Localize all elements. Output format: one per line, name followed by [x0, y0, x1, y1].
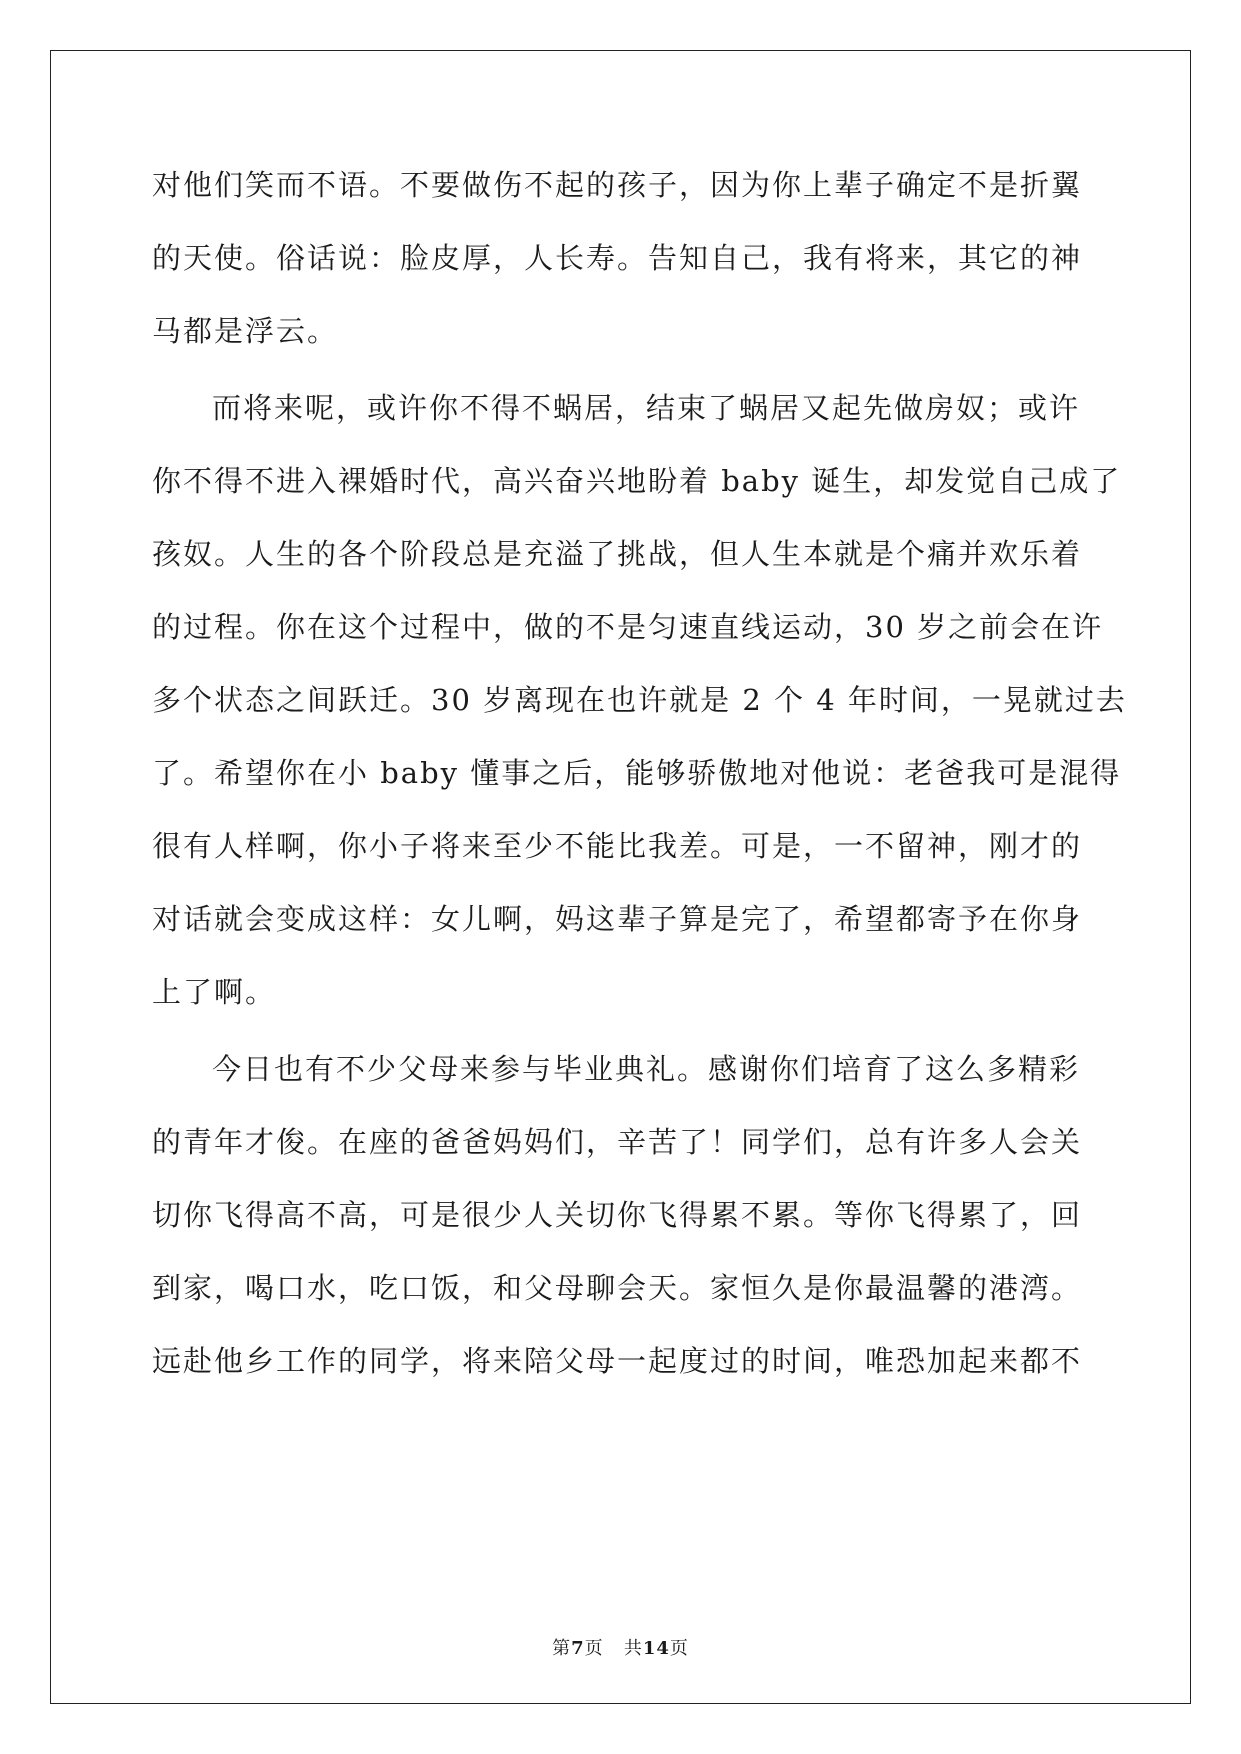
- text-line: 马都是浮云。: [152, 314, 339, 348]
- text-line: 切你飞得高不高，可是很少人关切你飞得累不累。等你飞得累了，回: [152, 1198, 1083, 1232]
- text-line: 到家，喝口水，吃口饭，和父母聊会天。家恒久是你最温馨的港湾。: [152, 1271, 1083, 1305]
- text-line: 的过程。你在这个过程中，做的不是匀速直线运动，30 岁之前会在许: [152, 610, 1104, 644]
- paragraph-start-line: 今日也有不少父母来参与毕业典礼。感谢你们培育了这么多精彩: [212, 1052, 1081, 1086]
- text-line: 你不得不进入裸婚时代，高兴奋兴地盼着 baby 诞生，却发觉自己成了: [152, 464, 1122, 498]
- footer-total-prefix: 共: [623, 1638, 643, 1659]
- footer-total-suffix: 页: [669, 1638, 689, 1659]
- page-border: [50, 50, 1191, 1704]
- footer-page-suffix: 页: [584, 1638, 604, 1659]
- text-line: 的天使。俗话说：脸皮厚，人长寿。告知自己，我有将来，其它的神: [152, 241, 1083, 275]
- page-footer: [0, 1634, 1241, 1660]
- text-line: 对他们笑而不语。不要做伤不起的孩子，因为你上辈子确定不是折翼: [152, 168, 1083, 202]
- text-line: 对话就会变成这样：女儿啊，妈这辈子算是完了，希望都寄予在你身: [152, 902, 1083, 936]
- paragraph-start-line: 而将来呢，或许你不得不蜗居，结束了蜗居又起先做房奴；或许: [212, 391, 1081, 425]
- text-line: 多个状态之间跃迁。30 岁离现在也许就是 2 个 4 年时间，一晃就过去: [152, 683, 1127, 717]
- total-pages-number: 14: [642, 1638, 670, 1659]
- text-line: 上了啊。: [152, 975, 277, 1009]
- text-line: 很有人样啊，你小子将来至少不能比我差。可是，一不留神，刚才的: [152, 829, 1083, 863]
- footer-prefix: 第: [552, 1638, 572, 1659]
- text-line: 了。希望你在小 baby 懂事之后，能够骄傲地对他说：老爸我可是混得: [152, 756, 1122, 790]
- text-line: 孩奴。人生的各个阶段总是充溢了挑战，但人生本就是个痛并欢乐着: [152, 537, 1083, 571]
- current-page-number: 7: [571, 1638, 585, 1659]
- text-line: 的青年才俊。在座的爸爸妈妈们，辛苦了！同学们，总有许多人会关: [152, 1125, 1083, 1159]
- text-line: 远赴他乡工作的同学，将来陪父母一起度过的时间，唯恐加起来都不: [152, 1344, 1083, 1378]
